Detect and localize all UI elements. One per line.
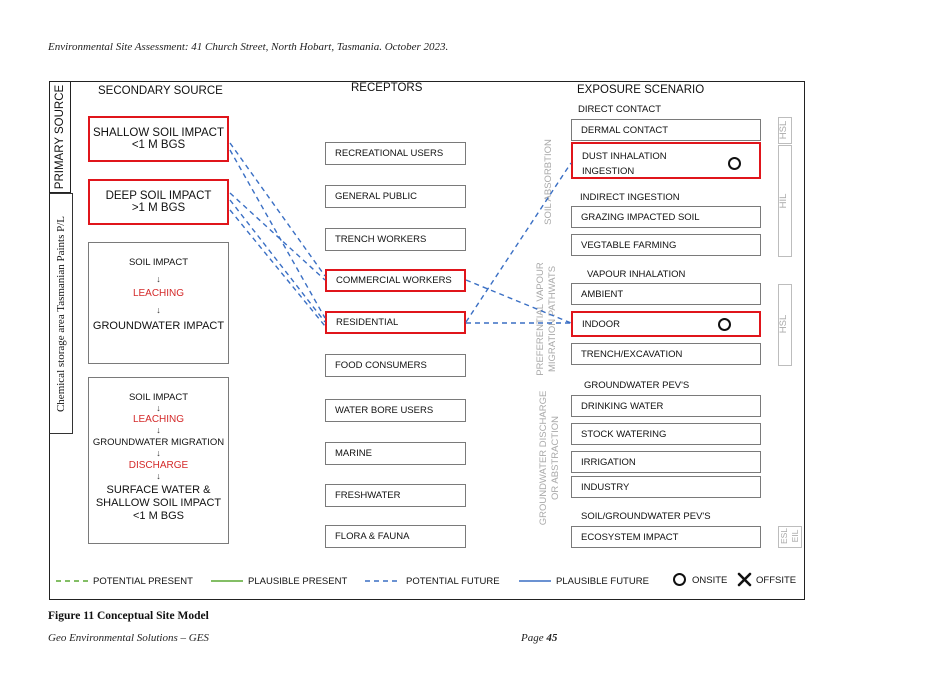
- groundwater-pevs-heading: GROUNDWATER PEV'S: [584, 380, 690, 391]
- esl-label: ESL: [779, 527, 789, 545]
- deep-soil-line1: DEEP SOIL IMPACT: [105, 190, 212, 202]
- receptors-heading: RECEPTORS: [351, 82, 423, 94]
- exposure-stock-watering: STOCK WATERING: [571, 423, 761, 445]
- exposure-ambient: AMBIENT: [571, 283, 761, 305]
- surface-water-line3: <1 M BGS: [132, 510, 185, 522]
- discharge-label: DISCHARGE: [128, 460, 189, 471]
- document-header: Environmental Site Assessment: 41 Church Street, North Hobart, Tasmania. October 2023.: [48, 41, 449, 53]
- exposure-indoor: INDOOR: [571, 311, 761, 337]
- exposure-irrigation: IRRIGATION: [571, 451, 761, 473]
- line-deep-to-residential: [230, 200, 325, 322]
- surface-water-line2: SHALLOW SOIL IMPACT: [95, 497, 222, 509]
- gw-discharge-label-2: OR ABSTRACTION: [550, 416, 561, 500]
- arrow-down-icon: ↓: [156, 448, 161, 458]
- offsite-icon: [739, 574, 750, 585]
- deep-soil-line2: >1 M BGS: [131, 202, 186, 214]
- exposure-drinking-water: DRINKING WATER: [571, 395, 761, 417]
- receptor-commercial-workers: COMMERCIAL WORKERS: [325, 269, 466, 292]
- eil-label: EIL: [790, 529, 800, 543]
- secondary-source-heading: SECONDARY SOURCE: [98, 85, 223, 97]
- dust-inhalation-line1: DUST INHALATION: [582, 151, 667, 162]
- receptor-food-consumers: FOOD CONSUMERS: [325, 354, 466, 377]
- vapour-pathway-label-2: MIGRATION PATHWATS: [547, 265, 558, 373]
- surface-water-line1: SURFACE WATER &: [106, 484, 211, 496]
- onsite-legend-icon: [673, 573, 686, 586]
- hil-label: HIL: [778, 193, 789, 209]
- soil-absorption-label: SOIL ABSORBTION: [543, 139, 554, 225]
- legend-plausible-present: PLAUSIBLE PRESENT: [248, 576, 348, 587]
- arrow-down-icon: ↓: [156, 274, 161, 284]
- groundwater-migration: GROUNDWATER MIGRATION: [92, 437, 225, 448]
- chemical-storage-label: Chemical storage area Tasmanian Paints P/L: [55, 215, 67, 413]
- dust-inhalation-line2: INGESTION: [582, 166, 635, 177]
- exposure-trench-excavation: TRENCH/EXCAVATION: [571, 343, 761, 365]
- receptor-general-public: GENERAL PUBLIC: [325, 185, 466, 208]
- exposure-grazing-impacted-soil: GRAZING IMPACTED SOIL: [571, 206, 761, 228]
- exposure-vegtable-farming: VEGTABLE FARMING: [571, 234, 761, 256]
- footer-page-label: Page: [521, 632, 544, 644]
- shallow-soil-line2: <1 M BGS: [131, 139, 186, 151]
- indirect-ingestion-heading: INDIRECT INGESTION: [580, 192, 680, 203]
- exposure-industry: INDUSTRY: [571, 476, 761, 498]
- figure-caption: Figure 11 Conceptual Site Model: [48, 610, 209, 622]
- hsl-top-label: HSL: [778, 120, 789, 140]
- receptor-trench-workers: TRENCH WORKERS: [325, 228, 466, 251]
- exposure-dermal-contact: DERMAL CONTACT: [571, 119, 761, 141]
- line-deep-to-residential-2: [230, 210, 325, 326]
- line-shallow-to-residential: [230, 150, 325, 318]
- arrow-down-icon: ↓: [156, 305, 161, 315]
- arrow-down-icon: ↓: [156, 471, 161, 481]
- vapour-inhalation-heading: VAPOUR INHALATION: [587, 269, 686, 280]
- receptor-residential: RESIDENTIAL: [325, 311, 466, 334]
- primary-source-label: PRIMARY SOURCE: [54, 84, 66, 190]
- groundwater-impact: GROUNDWATER IMPACT: [92, 320, 225, 332]
- exposure-ecosystem-impact: ECOSYSTEM IMPACT: [571, 526, 761, 548]
- exposure-scenario-heading: EXPOSURE SCENARIO: [577, 84, 705, 96]
- receptor-freshwater: FRESHWATER: [325, 484, 466, 507]
- discharge-leaching-label: LEACHING: [132, 414, 185, 425]
- legend-onsite: ONSITE: [692, 575, 728, 586]
- vapour-pathway-label-1: PREFERENTIAL VAPOUR: [535, 262, 546, 376]
- line-commercial-to-indoor: [466, 280, 571, 323]
- receptor-flora-fauna: FLORA & FAUNA: [325, 525, 466, 548]
- shallow-soil-line1: SHALLOW SOIL IMPACT: [93, 127, 224, 139]
- receptor-marine: MARINE: [325, 442, 466, 465]
- hsl-mid-label: HSL: [778, 314, 789, 334]
- soil-groundwater-pevs-heading: SOIL/GROUNDWATER PEV'S: [581, 511, 711, 522]
- footer-page-number: 45: [546, 632, 558, 644]
- gw-discharge-label-1: GROUNDWATER DISCHARGE: [538, 390, 549, 526]
- leaching-soil-impact: SOIL IMPACT: [128, 257, 189, 268]
- receptor-recreational-users: RECREATIONAL USERS: [325, 142, 466, 165]
- footer-page: [521, 632, 557, 644]
- direct-contact-heading: DIRECT CONTACT: [578, 104, 662, 115]
- discharge-soil-impact: SOIL IMPACT: [128, 392, 189, 403]
- arrow-down-icon: ↓: [156, 403, 161, 413]
- arrow-down-icon: ↓: [156, 425, 161, 435]
- legend-potential-present: POTENTIAL PRESENT: [93, 576, 193, 587]
- line-shallow-to-commercial: [230, 143, 325, 276]
- legend-offsite: OFFSITE: [756, 575, 797, 586]
- line-residential-to-dust: [466, 163, 571, 322]
- leaching-label: LEACHING: [132, 288, 185, 299]
- receptor-water-bore-users: WATER BORE USERS: [325, 399, 466, 422]
- legend-potential-future: POTENTIAL FUTURE: [406, 576, 500, 587]
- footer-left: Geo Environmental Solutions – GES: [48, 632, 209, 644]
- legend-plausible-future: PLAUSIBLE FUTURE: [556, 576, 649, 587]
